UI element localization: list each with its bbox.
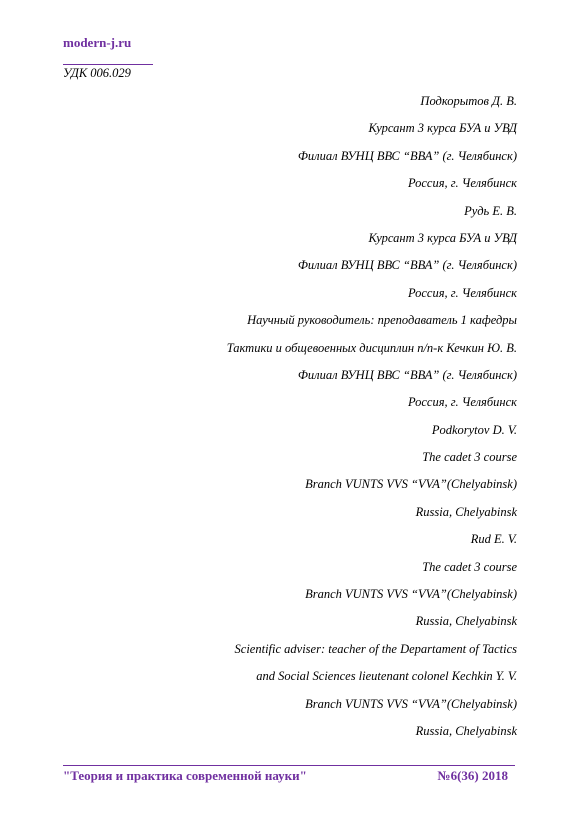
author-position-en: The cadet 3 course — [422, 559, 517, 574]
header-divider — [63, 64, 153, 65]
author-affiliation: Филиал ВУНЦ ВВС “ВВА” (г. Челябинск) — [297, 367, 517, 382]
author-location: Россия, г. Челябинск — [407, 285, 517, 300]
author-position: Курсант 3 курса БУА и УВД — [368, 230, 517, 245]
author-affiliation-en: Branch VUNTS VVS “VVA”(Chelyabinsk) — [305, 587, 517, 602]
author-name: Подкорытов Д. В. — [420, 94, 517, 108]
footer-divider — [63, 765, 515, 766]
author-position: Курсант 3 курса БУА и УВД — [368, 121, 517, 136]
author-location: Россия, г. Челябинск — [407, 395, 517, 410]
udk-code: УДК 006.029 — [63, 66, 131, 80]
author-affiliation: Филиал ВУНЦ ВВС “ВВА” (г. Челябинск) — [297, 148, 517, 163]
journal-title: "Теория и практика современной науки" — [63, 768, 307, 783]
author-affiliation-en: Branch VUNTS VVS “VVA”(Chelyabinsk) — [305, 696, 517, 711]
author-affiliation-en: Branch VUNTS VVS “VVA”(Chelyabinsk) — [305, 477, 517, 492]
adviser-name: Тактики и общевоенных дисциплин п/п-к Кечкин Ю. В. — [226, 340, 517, 355]
adviser-title: Научный руководитель: преподаватель 1 кафедры — [247, 313, 517, 328]
author-location-en: Russia, Chelyabinsk — [415, 614, 517, 629]
issue-number: №6(36) 2018 — [437, 768, 508, 783]
author-location-en: Russia, Chelyabinsk — [415, 723, 517, 738]
author-block — [57, 88, 517, 745]
adviser-title-en: Scientific adviser: teacher of the Departament of Tactics — [234, 641, 517, 656]
author-location: Россия, г. Челябинск — [407, 176, 517, 191]
author-name-en: Rud E. V. — [470, 532, 517, 547]
author-name: Рудь Е. В. — [464, 203, 517, 218]
author-location-en: Russia, Chelyabinsk — [415, 504, 517, 519]
author-name-en: Podkorytov D. V. — [431, 422, 517, 437]
author-affiliation: Филиал ВУНЦ ВВС “ВВА” (г. Челябинск) — [297, 258, 517, 273]
site-link[interactable]: modern-j.ru — [63, 35, 132, 50]
author-position-en: The cadet 3 course — [422, 450, 517, 465]
adviser-name-en: and Social Sciences lieutenant colonel Kechkin Y. V. — [256, 669, 517, 684]
